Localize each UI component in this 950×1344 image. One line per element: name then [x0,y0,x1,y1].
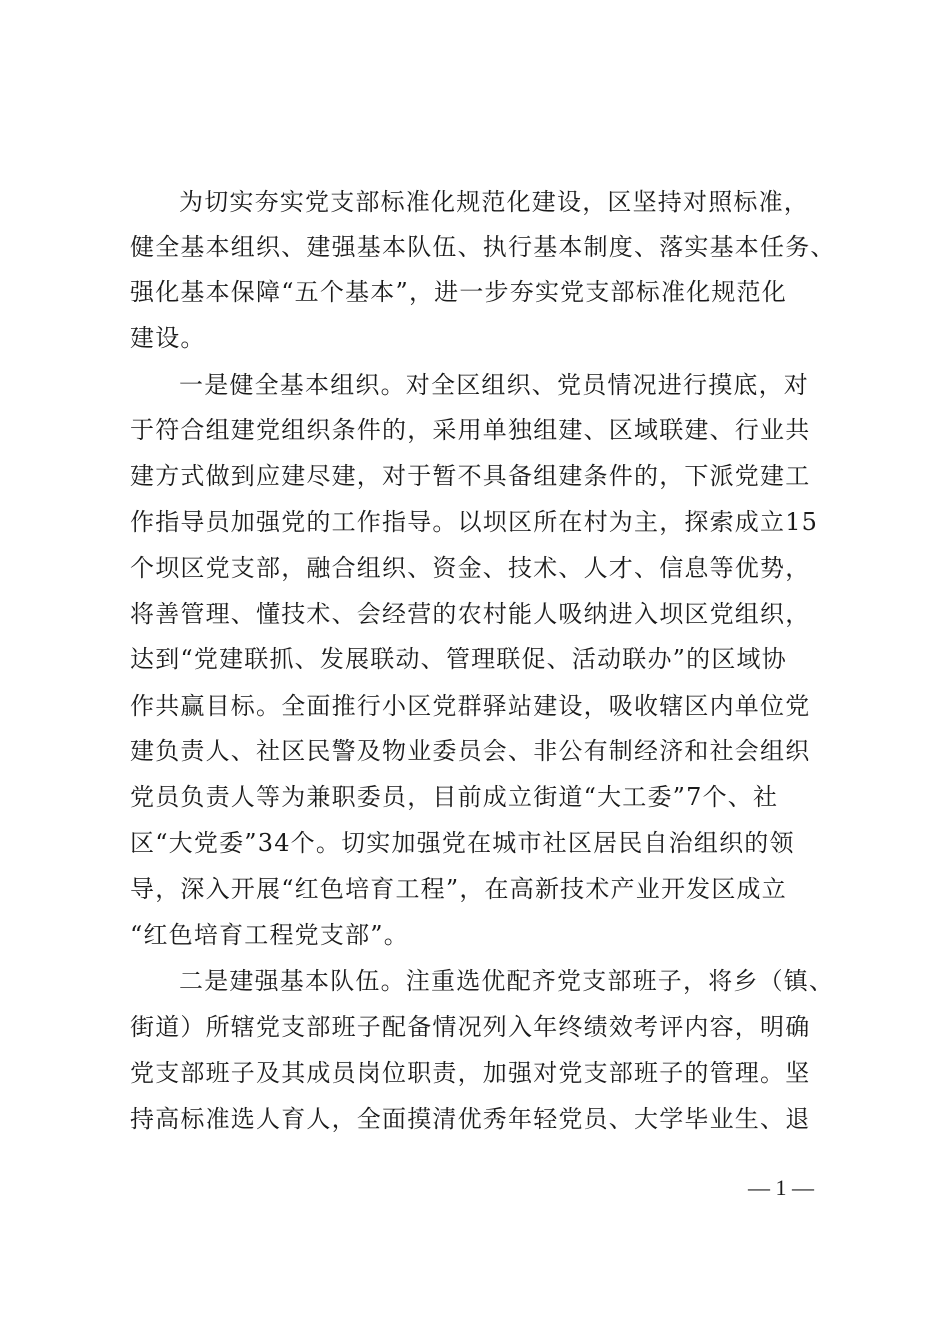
paragraph-2-line-4: 作指导员加强党的工作指导。以坝区所在村为主，探索成立15 [130,508,819,536]
paragraph-2-line-6: 将善管理、懂技术、会经营的农村能人吸纳进入坝区党组织， [130,600,811,628]
paragraph-2-line-13: “红色培育工程党支部”。 [130,921,409,949]
paragraph-1-line-4: 建设。 [130,324,206,352]
paragraph-2-line-5: 个坝区党支部，融合组织、资金、技术、人才、信息等优势， [130,554,811,582]
paragraph-2-line-2: 于符合组建党组织条件的，采用单独组建、区域联建、行业共 [130,416,811,444]
paragraph-2-line-1: 一是健全基本组织。对全区组织、党员情况进行摸底，对 [179,371,809,399]
page-number: — 1 — [748,1175,814,1200]
paragraph-1-line-3: 强化基本保障“五个基本”，进一步夯实党支部标准化规范化 [130,278,787,306]
paragraph-3-line-2: 街道）所辖党支部班子配备情况列入年终绩效考评内容，明确 [130,1013,811,1041]
paragraph-3-line-3: 党支部班子及其成员岗位职责，加强对党支部班子的管理。坚 [130,1059,811,1087]
paragraph-2-line-10: 党员负责人等为兼职委员，目前成立街道“大工委”7个、社 [130,783,779,811]
paragraph-3-line-4: 持高标准选人育人，全面摸清优秀年轻党员、大学毕业生、退 [130,1105,811,1133]
paragraph-2-line-8: 作共赢目标。全面推行小区党群驿站建设，吸收辖区内单位党 [130,692,811,720]
paragraph-2-line-9: 建负责人、社区民警及物业委员会、非公有制经济和社会组织 [130,737,811,765]
paragraph-2-line-3: 建方式做到应建尽建，对于暂不具备组建条件的，下派党建工 [130,462,811,490]
paragraph-2-line-7: 达到“党建联抓、发展联动、管理联促、活动联办”的区域协 [130,645,787,673]
paragraph-2-line-11: 区“大党委”34个。切实加强党在城市社区居民自治组织的领 [130,829,795,857]
paragraph-1-line-1: 为切实夯实党支部标准化规范化建设，区坚持对照标准， [179,188,809,216]
paragraph-3-line-1: 二是建强基本队伍。注重选优配齐党支部班子，将乡（镇、 [179,967,835,995]
paragraph-1-line-2: 健全基本组织、建强基本队伍、执行基本制度、落实基本任务、 [130,233,836,261]
paragraph-2-line-12: 导，深入开展“红色培育工程”，在高新技术产业开发区成立 [130,875,787,903]
